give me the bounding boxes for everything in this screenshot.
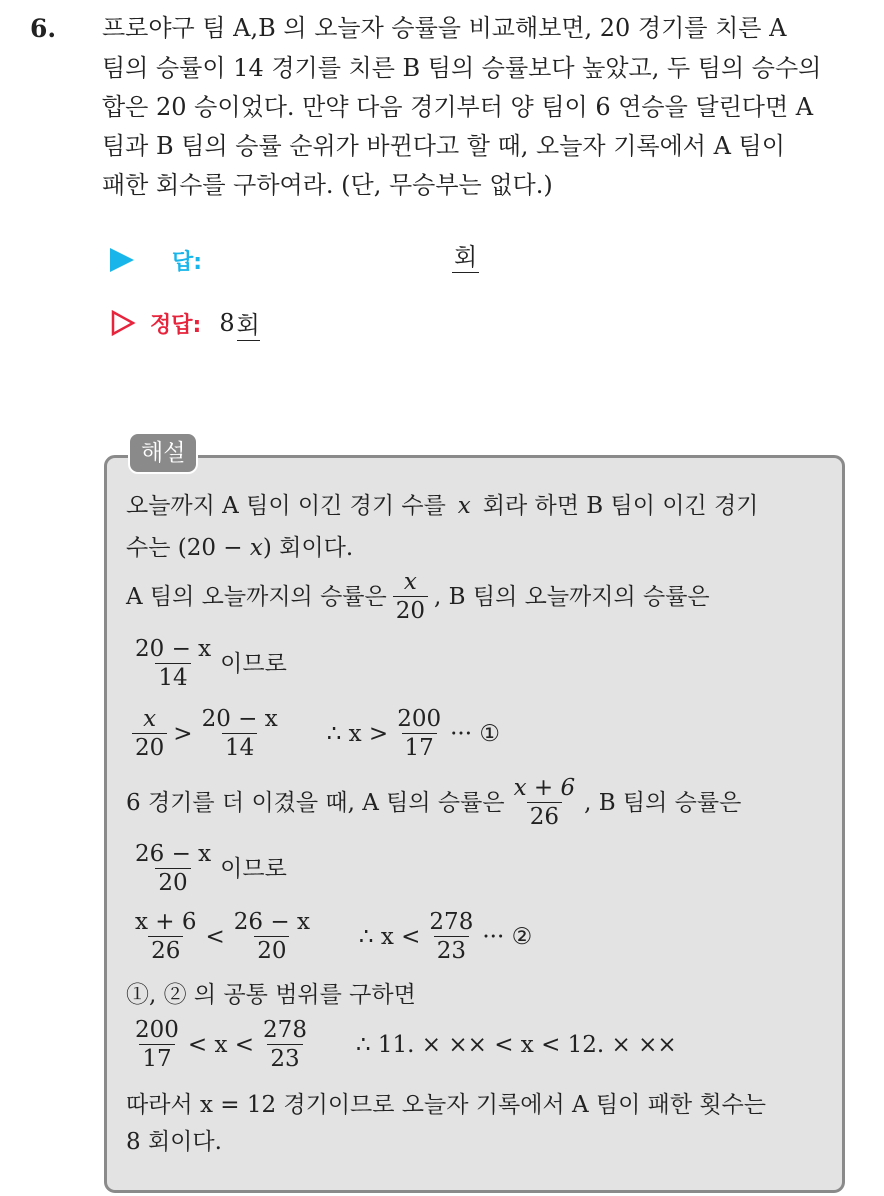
solution-line-11: 따라서 x = 12 경기이므로 오늘자 기록에서 A 팀이 패한 횟수는	[126, 1092, 767, 1118]
solution-line-1: 오늘까지 A 팀이 이긴 경기 수를 x 회라 하면 B 팀이 이긴 경기	[126, 493, 759, 519]
answer-label: 답:	[172, 249, 203, 275]
fraction: $\frac{26 - x}{20}$	[135, 841, 212, 896]
answer-row	[110, 242, 202, 278]
solution-line-10: $\frac{200}{17}$ < x < $\frac{278}{23}$ ∴ 11. × ×× < x < 12. × ××	[126, 1016, 677, 1073]
fraction: $\frac{278}{23}$	[263, 1017, 307, 1072]
solution-line-8: $\frac{x + 6}{26}$ < $\frac{26 - x}{20}$ ∴ x < $\frac{278}{23}$ ··· ②	[126, 908, 532, 965]
question-line-5: 패한 회수를 구하여라. (단, 무승부는 없다.)	[102, 171, 553, 199]
fraction: $\frac{278}{23}$	[429, 909, 474, 964]
fraction: $\frac{26 - x}{20}$	[233, 909, 310, 964]
fraction: $\frac{x}{20}$	[393, 568, 428, 625]
solution-line-7: $\frac{26 - x}{20}$ 이므로	[126, 840, 287, 897]
fraction: $\frac{20 - x}{14}$	[135, 636, 212, 691]
correct-value: 8	[219, 309, 235, 337]
answer-blank[interactable]: 회	[454, 243, 478, 271]
fraction: $\frac{x + 6}{26}$	[513, 775, 576, 830]
play-outline-icon	[110, 310, 136, 336]
fraction: $\frac{200}{17}$	[135, 1017, 179, 1072]
fraction: $\frac{200}{17}$	[397, 706, 442, 761]
correct-label: 정답:	[150, 312, 202, 338]
solution-line-5: $\frac{x}{20}$ > $\frac{20 - x}{14}$ ∴ x > $\frac{200}{17}$ ··· ①	[126, 705, 500, 762]
question-line-1: 프로야구 팀 A,B 의 오늘자 승률을 비교해보면, 20 경기를 치른 A	[102, 14, 787, 42]
solution-line-2: 수는 (20 − x ) 회이다.	[126, 535, 354, 561]
solution-line-9: ①, ② 의 공통 범위를 구하면	[126, 982, 416, 1008]
question-line-2: 팀의 승률이 14 경기를 치른 B 팀의 승률보다 높았고, 두 팀의 승수의	[102, 54, 822, 82]
question-number: 6.	[30, 14, 57, 43]
question-line-4: 팀과 B 팀의 승률 순위가 바뀐다고 할 때, 오늘자 기록에서 A 팀이	[102, 132, 785, 160]
fraction: $\frac{x}{20}$	[132, 705, 167, 762]
correct-unit: 회	[237, 305, 260, 341]
fraction: $\frac{20 - x}{14}$	[201, 706, 278, 761]
fraction: $\frac{x + 6}{26}$	[135, 909, 197, 964]
solution-line-3: A 팀의 오늘까지의 승률은 $\frac{x}{20}$ , B 팀의 오늘까지의 승률은	[126, 569, 710, 624]
solution-tag: 해설	[128, 432, 198, 474]
play-icon	[110, 248, 134, 272]
solution-line-4: $\frac{20 - x}{14}$ 이므로	[126, 635, 287, 692]
question-line-3: 합은 20 승이었다. 만약 다음 경기부터 양 팀이 6 연승을 달린다면 A	[102, 93, 814, 121]
correct-answer-row	[110, 305, 260, 341]
solution-line-12: 8 회이다.	[126, 1129, 222, 1155]
solution-line-6: 6 경기를 더 이겼을 때, A 팀의 승률은 $\frac{x + 6}{26}$ , B 팀의 승률은	[126, 775, 742, 830]
